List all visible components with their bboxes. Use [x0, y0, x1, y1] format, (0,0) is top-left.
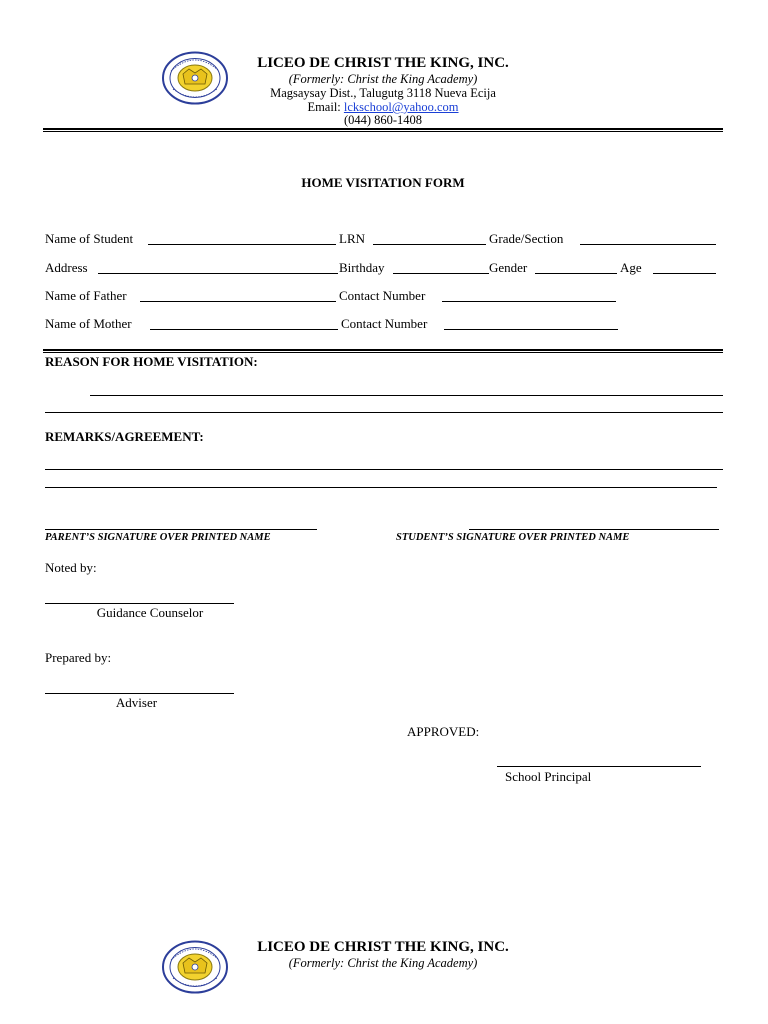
form-title: HOME VISITATION FORM [301, 175, 465, 190]
name-of-father-line[interactable] [140, 301, 336, 302]
remarks-line-1[interactable] [45, 469, 723, 470]
gender-label: Gender [489, 260, 528, 275]
lrn-line[interactable] [373, 244, 486, 245]
fields-divider-thin [43, 352, 723, 353]
principal-signature-line[interactable] [497, 766, 701, 767]
school-formerly: (Formerly: Christ the King Academy) [288, 72, 478, 86]
student-signature-label: STUDENT’S SIGNATURE OVER PRINTED NAME [396, 532, 630, 543]
birthday-label: Birthday [339, 260, 385, 275]
mother-contact-label: Contact Number [341, 316, 428, 331]
father-contact-line[interactable] [442, 301, 616, 302]
name-of-student-label: Name of Student [45, 231, 134, 246]
reason-heading: REASON FOR HOME VISITATION: [45, 354, 258, 369]
guidance-counselor-label: Guidance Counselor [96, 605, 204, 620]
grade-section-line[interactable] [580, 244, 716, 245]
lrn-label: LRN [339, 231, 365, 246]
remarks-heading: REMARKS/AGREEMENT: [45, 429, 204, 444]
prepared-by-label: Prepared by: [45, 650, 112, 665]
name-of-student-line[interactable] [148, 244, 336, 245]
grade-section-label: Grade/Section [489, 231, 564, 246]
guidance-counselor-line[interactable] [45, 603, 234, 604]
reason-line-2[interactable] [45, 412, 723, 413]
header-divider [43, 128, 723, 130]
remarks-line-2[interactable] [45, 487, 717, 488]
gender-line[interactable] [535, 273, 617, 274]
footer-formerly: (Formerly: Christ the King Academy) [288, 956, 478, 970]
birthday-line[interactable] [393, 273, 489, 274]
name-of-mother-line[interactable] [150, 329, 338, 330]
adviser-label: Adviser [115, 695, 158, 710]
address-line[interactable] [98, 273, 338, 274]
name-of-mother-label: Name of Mother [45, 316, 132, 331]
email-link[interactable]: lckschool@yahoo.com [343, 100, 459, 114]
header-divider-thin [43, 131, 723, 132]
fields-divider [43, 349, 723, 351]
school-principal-label: School Principal [505, 769, 592, 784]
age-line[interactable] [653, 273, 716, 274]
footer-school-name: LICEO DE CHRIST THE KING, INC. [257, 939, 509, 955]
age-label: Age [620, 260, 642, 275]
name-of-father-label: Name of Father [45, 288, 127, 303]
father-contact-label: Contact Number [339, 288, 426, 303]
student-signature-line[interactable] [469, 529, 719, 530]
school-logo [161, 51, 229, 105]
email-label: Email: [307, 100, 341, 114]
reason-line-1[interactable] [90, 395, 723, 396]
school-phone: (044) 860-1408 [343, 113, 423, 127]
school-address: Magsaysay Dist., Talugutg 3118 Nueva Ecija [270, 86, 496, 100]
adviser-line[interactable] [45, 693, 234, 694]
approved-label: APPROVED: [407, 724, 480, 739]
parent-signature-line[interactable] [45, 529, 317, 530]
noted-by-label: Noted by: [45, 560, 97, 575]
parent-signature-label: PARENT’S SIGNATURE OVER PRINTED NAME [45, 532, 271, 543]
mother-contact-line[interactable] [444, 329, 618, 330]
address-label: Address [45, 260, 88, 275]
school-name: LICEO DE CHRIST THE KING, INC. [257, 55, 509, 71]
footer-school-logo [161, 940, 229, 994]
